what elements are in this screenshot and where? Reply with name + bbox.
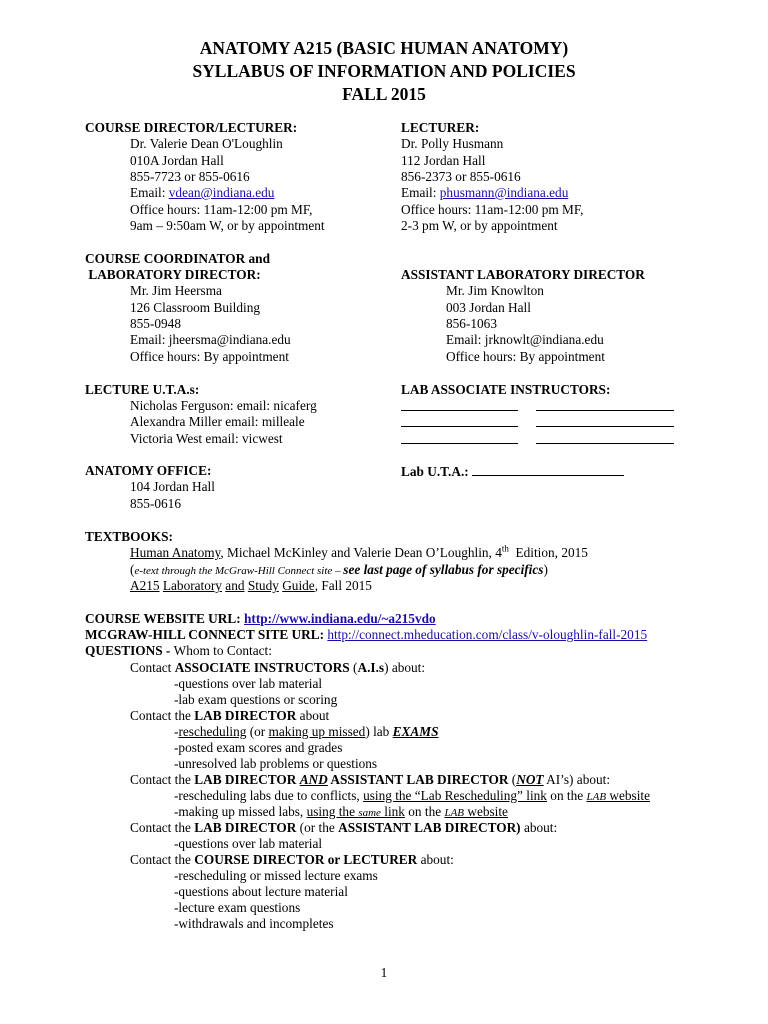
text: making up missed (268, 724, 366, 739)
title-line-3: FALL 2015 (342, 84, 426, 104)
blank-line (401, 431, 518, 444)
contact-item: -questions over lab material (174, 836, 323, 851)
assistant-lab-name: Mr. Jim Knowlton (446, 283, 544, 298)
assistant-lab-heading: ASSISTANT LABORATORY DIRECTOR (401, 267, 645, 282)
text: ASSISTANT LAB DIRECTOR (327, 772, 509, 787)
contact-item: -questions about lecture material (174, 884, 348, 899)
contact-item: -questions over lab material (174, 676, 323, 691)
lecturer-office: 112 Jordan Hall (401, 153, 486, 168)
text: LAB DIRECTOR (194, 772, 300, 787)
text: about: (417, 852, 454, 867)
text: ) lab (365, 724, 393, 739)
lecturer-email-link[interactable]: phusmann@indiana.edu (439, 185, 569, 200)
contact-item (174, 724, 438, 740)
text: A.I.s (357, 660, 385, 675)
director-email-line (130, 185, 274, 201)
text: ASSISTANT LAB DIRECTOR) (338, 820, 521, 835)
lecturer-hours-1: Office hours: 11am-12:00 pm MF, (401, 202, 584, 217)
text: COURSE DIRECTOR or LECTURER (194, 852, 418, 867)
text: ( (508, 772, 517, 787)
lab-ai-blank-row (401, 414, 674, 431)
text: ) about: (384, 660, 426, 675)
textbook-1-edition: Edition, 2015 (508, 545, 588, 560)
questions-heading-rest: Whom to Contact: (173, 643, 272, 658)
director-name: Dr. Valerie Dean O'Loughlin (130, 136, 283, 151)
lecturer-heading: LECTURER: (401, 120, 480, 135)
text: (or (246, 724, 269, 739)
lecturer-email-line (401, 185, 568, 201)
director-office: 010A Jordan Hall (130, 153, 224, 168)
contact-item: -unresolved lab problems or questions (174, 756, 378, 771)
text: on the (404, 804, 445, 819)
questions-heading-bold: QUESTIONS - (85, 643, 174, 658)
contact-lab-or-assistant (130, 820, 557, 836)
contact-lab-and-assistant (130, 772, 610, 788)
assistant-lab-office: 003 Jordan Hall (446, 300, 531, 315)
coordinator-hours: Office hours: By appointment (130, 349, 289, 364)
director-heading: COURSE DIRECTOR/LECTURER: (85, 120, 298, 135)
text: (or the (296, 820, 339, 835)
course-website-line (85, 611, 436, 627)
connect-site-link[interactable]: http://connect.mheducation.com/class/v-oloughlin-fall-2015 (327, 627, 648, 642)
coordinator-phone: 855-0948 (130, 316, 181, 331)
page-number: 1 (380, 965, 388, 980)
blank-line (472, 463, 624, 476)
contact-item (174, 804, 508, 821)
text: Contact the (130, 852, 195, 867)
text: website (464, 804, 508, 819)
director-phone: 855-7723 or 855-0616 (130, 169, 250, 184)
text: NOT (516, 772, 544, 787)
text: ASSOCIATE INSTRUCTORS (174, 660, 350, 675)
textbook-2-word: A215 (130, 578, 160, 593)
text: - (174, 724, 179, 739)
blank-line (401, 414, 518, 427)
etext-note (130, 562, 548, 579)
text: -making up missed labs, (174, 804, 307, 819)
lecturer-name: Dr. Polly Husmann (401, 136, 504, 151)
contact-item: -posted exam scores and grades (174, 740, 343, 755)
contact-item (174, 788, 650, 805)
lecturer-hours-2: 2-3 pm W, or by appointment (401, 218, 558, 233)
director-email-link[interactable]: vdean@indiana.edu (168, 185, 275, 200)
assistant-lab-email: Email: jrknowlt@indiana.edu (446, 332, 604, 347)
contact-lab-director (130, 708, 329, 724)
lecture-uta-item: Victoria West email: vicwest (130, 431, 283, 446)
textbook-2-word: Laboratory (162, 578, 222, 593)
contact-item: -withdrawals and incompletes (174, 916, 334, 931)
textbook-2 (130, 578, 372, 594)
contact-course-director (130, 852, 454, 868)
contact-item: -lab exam questions or scoring (174, 692, 338, 707)
course-website-link[interactable]: http://www.indiana.edu/~a215vdo (244, 611, 436, 626)
text: LAB (586, 791, 607, 803)
paren: ) (543, 562, 548, 577)
textbook-1-authors: , Michael McKinley and Valerie Dean O’Loughlin, 4 (220, 545, 502, 560)
contact-ais (130, 660, 425, 676)
anatomy-office-room: 104 Jordan Hall (130, 479, 215, 494)
text: LAB DIRECTOR (194, 708, 297, 723)
textbook-2-word: and (225, 578, 245, 593)
blank-line (536, 414, 674, 427)
coordinator-heading-1: COURSE COORDINATOR and (85, 251, 270, 266)
connect-site-line (85, 627, 647, 643)
text: website (606, 788, 650, 803)
director-hours-2: 9am – 9:50am W, or by appointment (130, 218, 325, 233)
text: about: (520, 820, 558, 835)
anatomy-office-heading: ANATOMY OFFICE: (85, 463, 212, 478)
text: Contact the (130, 772, 195, 787)
textbook-1 (130, 545, 588, 561)
questions-heading (85, 643, 272, 659)
anatomy-office-phone: 855-0616 (130, 496, 181, 511)
textbook-2-word: Guide (282, 578, 315, 593)
text: ( (349, 660, 358, 675)
lecture-uta-item: Nicholas Ferguson: email: nicaferg (130, 398, 317, 413)
textbook-1-sup: th (501, 543, 509, 554)
text: AND (299, 772, 328, 787)
text: Contact the (130, 708, 195, 723)
lab-ai-blank-row (401, 431, 674, 448)
text: using the (306, 804, 359, 819)
coordinator-name: Mr. Jim Heersma (130, 283, 222, 298)
lab-ai-blank-row (401, 398, 674, 415)
director-email-label: Email: (130, 185, 169, 200)
text: about (296, 708, 330, 723)
coordinator-office: 126 Classroom Building (130, 300, 261, 315)
text: rescheduling (178, 724, 247, 739)
course-website-label: COURSE WEBSITE URL: (85, 611, 244, 626)
blank-line (536, 431, 674, 444)
assistant-lab-hours: Office hours: By appointment (446, 349, 605, 364)
text: -rescheduling labs due to conflicts, (174, 788, 364, 803)
textbook-2-word: Study (247, 578, 279, 593)
text: LAB DIRECTOR (194, 820, 297, 835)
coordinator-email: Email: jheersma@indiana.edu (130, 332, 291, 347)
text: Contact (130, 660, 175, 675)
lecture-uta-item: Alexandra Miller email: milleale (130, 414, 305, 429)
text: EXAMS (392, 724, 439, 739)
director-hours-1: Office hours: 11am-12:00 pm MF, (130, 202, 313, 217)
title-line-2: SYLLABUS OF INFORMATION AND POLICIES (192, 61, 576, 81)
lab-uta-heading: Lab U.T.A.: (401, 464, 473, 479)
assistant-lab-phone: 856-1063 (446, 316, 497, 331)
connect-site-label: MCGRAW-HILL CONNECT SITE URL: (85, 627, 328, 642)
text: on the (546, 788, 587, 803)
text: same (358, 807, 381, 819)
lab-ais-heading: LAB ASSOCIATE INSTRUCTORS: (401, 382, 611, 397)
text: AI’s) about: (543, 772, 611, 787)
text: using the “Lab Rescheduling” link (363, 788, 547, 803)
text: link (380, 804, 405, 819)
etext-italic: e-text through the McGraw-Hill Connect site – (134, 565, 344, 577)
etext-bold: see last page of syllabus for specifics (343, 562, 544, 577)
lecture-utas-heading: LECTURE U.T.A.s: (85, 382, 200, 397)
blank-line (536, 398, 674, 411)
textbook-2-edition: , Fall 2015 (314, 578, 372, 593)
paren: ( (130, 562, 135, 577)
lecturer-phone: 856-2373 or 855-0616 (401, 169, 521, 184)
title-line-1: ANATOMY A215 (BASIC HUMAN ANATOMY) (199, 38, 569, 58)
coordinator-heading-2: LABORATORY DIRECTOR: (85, 267, 261, 282)
textbooks-heading: TEXTBOOKS: (85, 529, 173, 544)
blank-line (401, 398, 518, 411)
contact-item: -lecture exam questions (174, 900, 301, 915)
text: LAB (444, 807, 465, 819)
lab-uta-line (401, 463, 624, 480)
lecturer-email-label: Email: (401, 185, 440, 200)
textbook-1-title: Human Anatomy (130, 545, 221, 560)
text: Contact the (130, 820, 195, 835)
contact-item: -rescheduling or missed lecture exams (174, 868, 378, 883)
